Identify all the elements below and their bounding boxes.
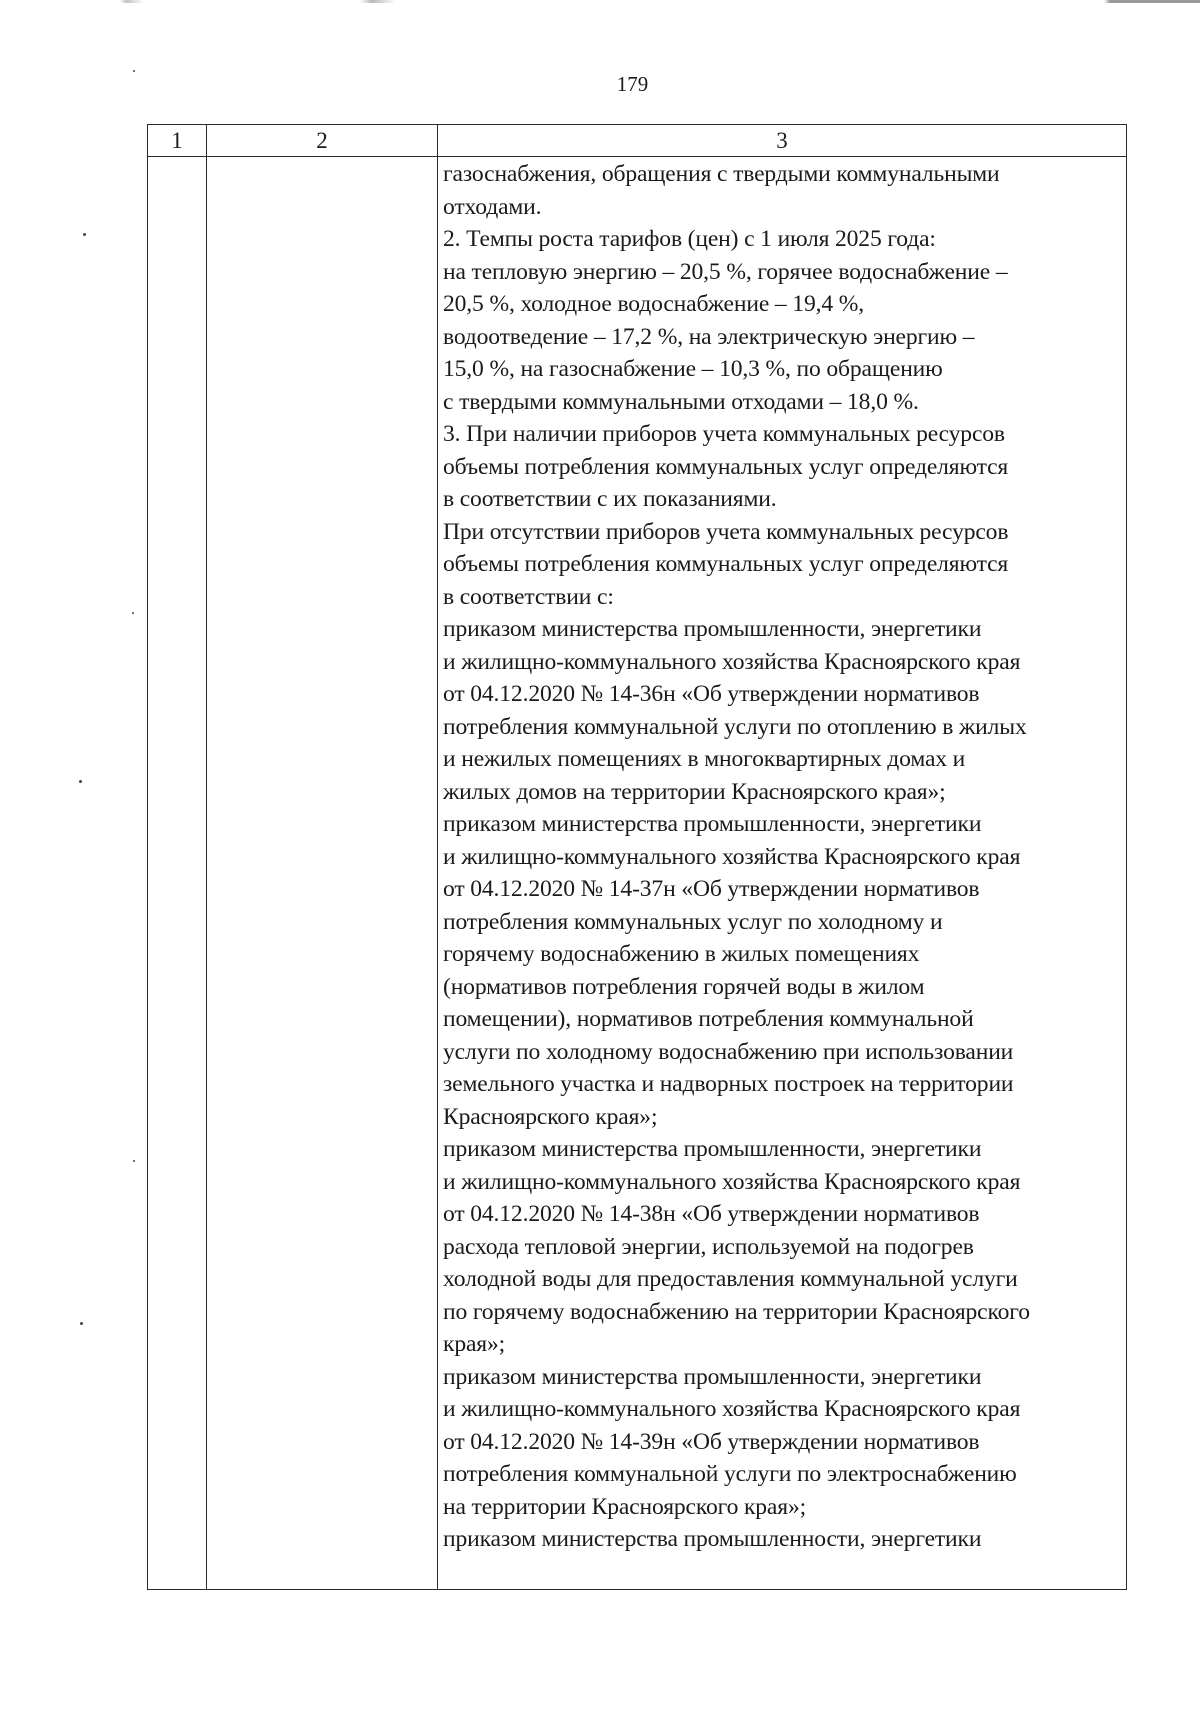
page-number: 179 xyxy=(616,72,649,96)
content-table xyxy=(147,124,1127,1590)
text-line: и нежилых помещениях в многоквартирных домах и xyxy=(443,746,966,772)
text-line: 15,0 %, на газоснабжение – 10,3 %, по обращению xyxy=(443,356,943,382)
text-line: и жилищно-коммунального хозяйства Красноярского края xyxy=(443,1168,1021,1195)
scan-speck xyxy=(133,70,135,72)
text-line: и жилищно-коммунального хозяйства Красноярского края xyxy=(443,1396,1021,1422)
text-line: объемы потребления коммунальных услуг определяются xyxy=(443,453,1009,480)
text-line: приказом министерства промышленности, энергетики xyxy=(443,1363,982,1390)
text-line: от 04.12.2020 № 14-38н «Об утверждении нормативов xyxy=(443,1201,980,1227)
text-line: холодной воды для предоставления коммунальной услуги xyxy=(443,1266,1018,1292)
text-line: горячему водоснабжению в жилых помещениях xyxy=(443,941,920,967)
scan-speck xyxy=(133,1160,135,1162)
table-row xyxy=(148,157,1127,1590)
text-line: жилых домов на территории Красноярского края»; xyxy=(443,778,946,805)
text-line: газоснабжения, обращения с твердыми коммунальными xyxy=(443,161,1000,187)
text-line: в соответствии с: xyxy=(443,583,614,610)
text-line: 3. При наличии приборов учета коммунальных ресурсов xyxy=(443,421,1005,447)
text-line: и жилищно-коммунального хозяйства Красноярского края xyxy=(443,843,1021,870)
scan-speck xyxy=(80,1322,83,1325)
text-line: 20,5 %, холодное водоснабжение – 19,4 %, xyxy=(443,291,864,317)
header-col-2: 2 xyxy=(207,125,438,157)
cell-col-3 xyxy=(438,157,1127,1590)
text-line: приказом министерства промышленности, энергетики xyxy=(443,1526,982,1552)
text-line: от 04.12.2020 № 14-36н «Об утверждении нормативов xyxy=(443,681,980,707)
header-col-1: 1 xyxy=(148,125,207,157)
text-line: края»; xyxy=(443,1331,506,1357)
text-line: от 04.12.2020 № 14-37н «Об утверждении нормативов xyxy=(443,876,980,902)
text-line: по горячему водоснабжению на территории Красноярского xyxy=(443,1298,1030,1325)
table-header-row xyxy=(148,125,1127,157)
col-3-text-block xyxy=(443,158,1122,1556)
text-line: приказом министерства промышленности, энергетики xyxy=(443,811,982,837)
scan-speck xyxy=(132,612,134,614)
text-line: приказом министерства промышленности, энергетики xyxy=(443,1136,982,1162)
text-line: с твердыми коммунальными отходами – 18,0 %. xyxy=(443,388,919,415)
text-line: (нормативов потребления горячей воды в жилом xyxy=(443,973,925,1000)
text-line: помещении), нормативов потребления коммунальной xyxy=(443,1006,974,1032)
scan-top-edge xyxy=(0,0,1200,3)
text-line: услуги по холодному водоснабжению при использовании xyxy=(443,1038,1014,1065)
text-line: от 04.12.2020 № 14-39н «Об утверждении нормативов xyxy=(443,1428,980,1455)
text-line: на территории Красноярского края»; xyxy=(443,1493,806,1520)
text-line: При отсутствии приборов учета коммунальных ресурсов xyxy=(443,518,1009,545)
text-line: потребления коммунальных услуг по холодному и xyxy=(443,908,943,935)
text-line: приказом министерства промышленности, энергетики xyxy=(443,616,982,642)
text-line: в соответствии с их показаниями. xyxy=(443,486,777,512)
text-line: Красноярского края»; xyxy=(443,1103,658,1130)
header-col-3: 3 xyxy=(438,125,1127,157)
cell-col-2 xyxy=(207,157,438,1590)
text-line: расхода тепловой энергии, используемой на подогрев xyxy=(443,1233,974,1260)
text-line: водоотведение – 17,2 %, на электрическую энергию – xyxy=(443,323,975,350)
text-line: отходами. xyxy=(443,193,542,220)
text-line: земельного участка и надворных построек на территории xyxy=(443,1071,1014,1097)
cell-col-1 xyxy=(148,157,207,1590)
text-line: потребления коммунальной услуги по отоплению в жилых xyxy=(443,713,1027,740)
text-line: потребления коммунальной услуги по электроснабжению xyxy=(443,1461,1017,1487)
text-line: 2. Темпы роста тарифов (цен) с 1 июля 2025 года: xyxy=(443,226,936,252)
text-line: объемы потребления коммунальных услуг определяются xyxy=(443,551,1009,577)
scan-speck xyxy=(83,233,86,236)
scan-speck xyxy=(79,780,82,783)
text-line: на тепловую энергию – 20,5 %, горячее водоснабжение – xyxy=(443,258,1008,285)
text-line: и жилищно-коммунального хозяйства Красноярского края xyxy=(443,648,1021,675)
